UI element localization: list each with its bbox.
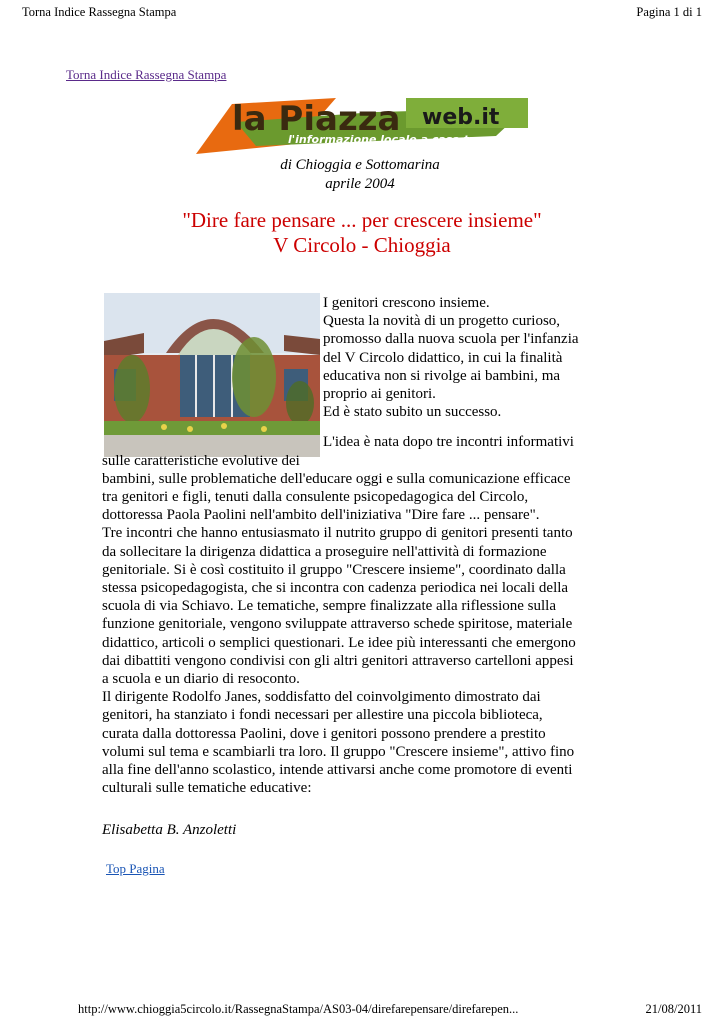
article-line: didattico, articoli o semplici questionari. Le idee più interessanti che emergono bbox=[102, 634, 576, 651]
article-line: da sollecitare la dirigenza didattica a proseguire nell'attività di formazione bbox=[102, 543, 547, 560]
article-line: volumi sul tema e scambiarli tra loro. Il gruppo "Crescere insieme", attivo fino bbox=[102, 743, 575, 760]
article-body bbox=[102, 294, 622, 797]
print-footer-url: http://www.chioggia5circolo.it/RassegnaStampa/AS03-04/direfarepensare/direfarepen... bbox=[78, 1002, 519, 1016]
source-info bbox=[150, 156, 570, 194]
headline-line-1: "Dire fare pensare ... per crescere insieme" bbox=[182, 208, 542, 232]
article-line: genitori, ha stanziato i fondi necessari per allestire una piccola biblioteca, bbox=[102, 707, 543, 724]
intro-line: proprio ai genitori. bbox=[323, 386, 436, 403]
article-line: dottoressa Paola Paolini nell'ambito dell'iniziativa "Dire fare ... pensare". bbox=[102, 507, 540, 524]
intro-line: Questa la novità di un progetto curioso, bbox=[323, 313, 561, 330]
article-line: sulle caratteristiche evolutive dei bbox=[102, 452, 300, 469]
print-footer bbox=[78, 1002, 702, 1020]
article-line: funzione genitoriale, vengono sviluppate attraverso schede spiritose, materiale bbox=[102, 616, 573, 633]
source-date: aprile 2004 bbox=[325, 176, 395, 192]
intro-line: promosso dalla nuova scuola per l'infanzia bbox=[323, 331, 579, 348]
article-line: tra genitori e figli, tenuti dalla consulente psicopedagogica del Circolo, bbox=[102, 489, 529, 506]
headline-line-2: V Circolo - Chioggia bbox=[273, 233, 451, 257]
article-line: L'idea è nata dopo tre incontri informativi bbox=[323, 434, 574, 451]
article-line: Il dirigente Rodolfo Janes, soddisfatto del coinvolgimento dimostrato dai bbox=[102, 689, 541, 706]
print-footer-date: 21/08/2011 bbox=[645, 1002, 702, 1016]
article-line: dai dibattiti vengono condivisi con gli altri genitori attraverso cartelloni appesi bbox=[102, 652, 574, 669]
article-intro bbox=[102, 294, 622, 421]
intro-line: Ed è stato subito un successo. bbox=[323, 404, 502, 421]
article-line: scuola di via Schiavo. Le tematiche, sempre finalizzate alla riflessione sulla bbox=[102, 598, 556, 615]
logo-suffix: web.it bbox=[422, 105, 500, 130]
headline bbox=[100, 208, 624, 258]
article-line: genitoriale. Si è così costituito il gruppo "Crescere insieme", coordinato dalla bbox=[102, 561, 566, 578]
intro-line: I genitori crescono insieme. bbox=[323, 295, 490, 311]
print-header bbox=[22, 5, 702, 23]
print-header-page: Pagina 1 di 1 bbox=[636, 5, 702, 19]
article-line: culturali sulle tematiche educative: bbox=[102, 780, 312, 797]
article-line: alla fine dell'anno scolastico, intende attivarsi anche come promotore di eventi bbox=[102, 762, 573, 779]
article-line: stessa psicopedagogista, che si incontra con cadenza periodica nei locali della bbox=[102, 580, 569, 597]
back-to-index-link[interactable]: Torna Indice Rassegna Stampa bbox=[66, 67, 227, 82]
intro-line: educativa non si rivolge ai bambini, ma bbox=[323, 367, 561, 384]
intro-line: del V Circolo didattico, in cui la finalità bbox=[323, 349, 563, 366]
print-header-title: Torna Indice Rassegna Stampa bbox=[22, 5, 177, 19]
top-page-link[interactable]: Top Pagina bbox=[106, 861, 165, 876]
article-line: Tre incontri che hanno entusiasmato il nutrito gruppo di genitori presenti tanto bbox=[102, 525, 573, 542]
la-piazza-logo bbox=[196, 98, 532, 154]
article-author: Elisabetta B. Anzoletti bbox=[102, 822, 237, 838]
article-line: curata dalla dottoressa Paolini, dove i genitori possono prendere a prestito bbox=[102, 725, 546, 742]
article-line: bambini, sulle problematiche dell'educare oggi e sulla comunicazione efficace bbox=[102, 470, 571, 487]
source-line-1: di Chioggia e Sottomarina bbox=[280, 157, 440, 173]
logo-word: la Piazza bbox=[232, 99, 401, 139]
article-line: a scuola e un diario di resoconto. bbox=[102, 671, 300, 688]
logo-tagline: l'informazione locale a casa tua bbox=[288, 133, 485, 146]
